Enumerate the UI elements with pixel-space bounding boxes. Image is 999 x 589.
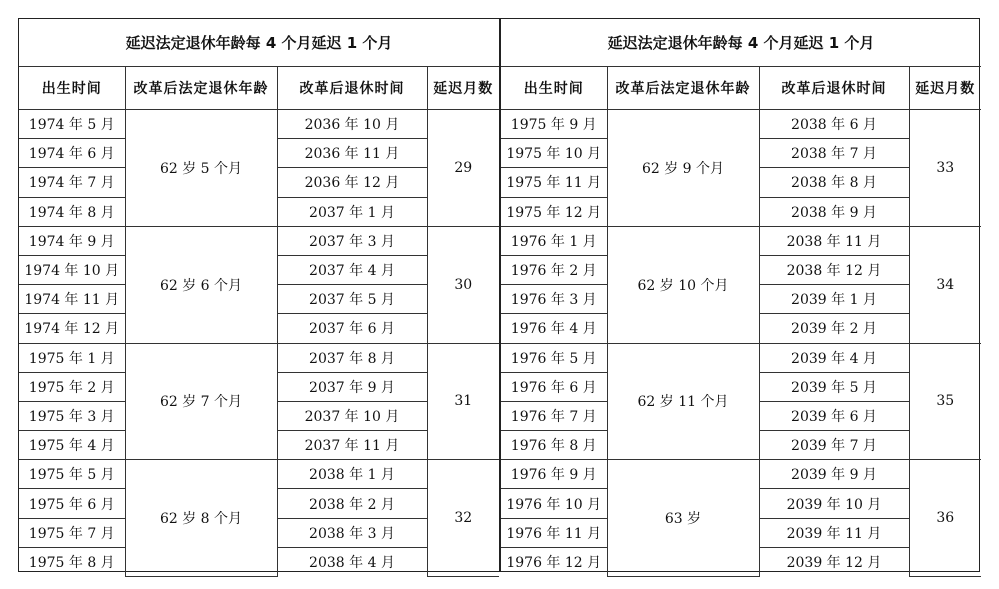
retirement-table	[501, 19, 981, 577]
retirement-time-cell: 2037 年 6 月	[277, 314, 427, 343]
retirement-time-cell: 2037 年 11 月	[277, 431, 427, 460]
retirement-time-cell: 2039 年 10 月	[759, 489, 909, 518]
birth-time-cell: 1974 年 8 月	[19, 197, 125, 226]
retirement-table-document	[18, 18, 980, 572]
birth-time-cell: 1976 年 7 月	[501, 401, 607, 430]
retirement-age-cell: 62 岁 5 个月	[125, 110, 277, 227]
retirement-time-cell: 2039 年 6 月	[759, 401, 909, 430]
birth-time-cell: 1975 年 11 月	[501, 168, 607, 197]
retirement-age-cell: 62 岁 10 个月	[607, 226, 759, 343]
retirement-time-cell: 2037 年 4 月	[277, 255, 427, 284]
table-panel-left	[19, 19, 499, 571]
delay-months-cell: 29	[427, 110, 499, 227]
birth-time-cell: 1976 年 11 月	[501, 518, 607, 547]
birth-time-cell: 1974 年 10 月	[19, 255, 125, 284]
delay-months-cell: 34	[909, 226, 981, 343]
retirement-time-cell: 2038 年 8 月	[759, 168, 909, 197]
table-row	[19, 110, 499, 139]
retirement-age-cell: 62 岁 6 个月	[125, 226, 277, 343]
retirement-time-cell: 2039 年 5 月	[759, 372, 909, 401]
retirement-table	[19, 19, 499, 577]
header-birth-time: 出生时间	[501, 67, 607, 110]
retirement-time-cell: 2038 年 4 月	[277, 547, 427, 576]
table-row	[501, 343, 981, 372]
retirement-time-cell: 2037 年 3 月	[277, 226, 427, 255]
birth-time-cell: 1975 年 9 月	[501, 110, 607, 139]
retirement-time-cell: 2038 年 12 月	[759, 255, 909, 284]
birth-time-cell: 1975 年 6 月	[19, 489, 125, 518]
table-title: 延迟法定退休年龄每 4 个月延迟 1 个月	[501, 19, 981, 67]
delay-months-cell: 36	[909, 460, 981, 576]
birth-time-cell: 1976 年 12 月	[501, 547, 607, 576]
retirement-time-cell: 2037 年 9 月	[277, 372, 427, 401]
delay-months-cell: 31	[427, 343, 499, 460]
table-row	[19, 226, 499, 255]
birth-time-cell: 1976 年 9 月	[501, 460, 607, 489]
retirement-time-cell: 2038 年 2 月	[277, 489, 427, 518]
header-new-retirement-age: 改革后法定退休年龄	[125, 67, 277, 110]
retirement-time-cell: 2039 年 2 月	[759, 314, 909, 343]
birth-time-cell: 1976 年 3 月	[501, 285, 607, 314]
birth-time-cell: 1976 年 5 月	[501, 343, 607, 372]
table-row	[19, 343, 499, 372]
retirement-time-cell: 2036 年 12 月	[277, 168, 427, 197]
birth-time-cell: 1975 年 3 月	[19, 401, 125, 430]
retirement-time-cell: 2036 年 11 月	[277, 139, 427, 168]
birth-time-cell: 1976 年 2 月	[501, 255, 607, 284]
retirement-time-cell: 2039 年 11 月	[759, 518, 909, 547]
retirement-age-cell: 62 岁 11 个月	[607, 343, 759, 460]
birth-time-cell: 1974 年 12 月	[19, 314, 125, 343]
retirement-age-cell: 62 岁 8 个月	[125, 460, 277, 576]
retirement-time-cell: 2039 年 1 月	[759, 285, 909, 314]
header-delay-months: 延迟月数	[909, 67, 981, 110]
table-panel-right	[501, 19, 981, 571]
birth-time-cell: 1976 年 4 月	[501, 314, 607, 343]
birth-time-cell: 1976 年 6 月	[501, 372, 607, 401]
birth-time-cell: 1976 年 1 月	[501, 226, 607, 255]
birth-time-cell: 1976 年 10 月	[501, 489, 607, 518]
delay-months-cell: 32	[427, 460, 499, 576]
birth-time-cell: 1974 年 11 月	[19, 285, 125, 314]
retirement-time-cell: 2037 年 1 月	[277, 197, 427, 226]
birth-time-cell: 1974 年 7 月	[19, 168, 125, 197]
header-new-retirement-time: 改革后退休时间	[759, 67, 909, 110]
birth-time-cell: 1974 年 5 月	[19, 110, 125, 139]
retirement-age-cell: 63 岁	[607, 460, 759, 576]
table-title: 延迟法定退休年龄每 4 个月延迟 1 个月	[19, 19, 499, 67]
retirement-time-cell: 2037 年 10 月	[277, 401, 427, 430]
retirement-time-cell: 2039 年 7 月	[759, 431, 909, 460]
retirement-time-cell: 2039 年 9 月	[759, 460, 909, 489]
delay-months-cell: 33	[909, 110, 981, 227]
birth-time-cell: 1975 年 12 月	[501, 197, 607, 226]
birth-time-cell: 1974 年 6 月	[19, 139, 125, 168]
retirement-time-cell: 2038 年 3 月	[277, 518, 427, 547]
birth-time-cell: 1974 年 9 月	[19, 226, 125, 255]
birth-time-cell: 1975 年 7 月	[19, 518, 125, 547]
birth-time-cell: 1975 年 1 月	[19, 343, 125, 372]
retirement-age-cell: 62 岁 9 个月	[607, 110, 759, 227]
table-row	[19, 460, 499, 489]
retirement-time-cell: 2038 年 9 月	[759, 197, 909, 226]
retirement-time-cell: 2039 年 12 月	[759, 547, 909, 576]
retirement-time-cell: 2037 年 8 月	[277, 343, 427, 372]
retirement-time-cell: 2038 年 6 月	[759, 110, 909, 139]
birth-time-cell: 1975 年 8 月	[19, 547, 125, 576]
retirement-time-cell: 2036 年 10 月	[277, 110, 427, 139]
delay-months-cell: 35	[909, 343, 981, 460]
retirement-time-cell: 2038 年 11 月	[759, 226, 909, 255]
header-new-retirement-time: 改革后退休时间	[277, 67, 427, 110]
table-row	[501, 226, 981, 255]
birth-time-cell: 1976 年 8 月	[501, 431, 607, 460]
header-delay-months: 延迟月数	[427, 67, 499, 110]
header-new-retirement-age: 改革后法定退休年龄	[607, 67, 759, 110]
retirement-time-cell: 2037 年 5 月	[277, 285, 427, 314]
birth-time-cell: 1975 年 2 月	[19, 372, 125, 401]
retirement-time-cell: 2038 年 1 月	[277, 460, 427, 489]
birth-time-cell: 1975 年 4 月	[19, 431, 125, 460]
table-row	[501, 460, 981, 489]
birth-time-cell: 1975 年 10 月	[501, 139, 607, 168]
header-birth-time: 出生时间	[19, 67, 125, 110]
birth-time-cell: 1975 年 5 月	[19, 460, 125, 489]
table-row	[501, 110, 981, 139]
retirement-time-cell: 2038 年 7 月	[759, 139, 909, 168]
delay-months-cell: 30	[427, 226, 499, 343]
retirement-age-cell: 62 岁 7 个月	[125, 343, 277, 460]
retirement-time-cell: 2039 年 4 月	[759, 343, 909, 372]
